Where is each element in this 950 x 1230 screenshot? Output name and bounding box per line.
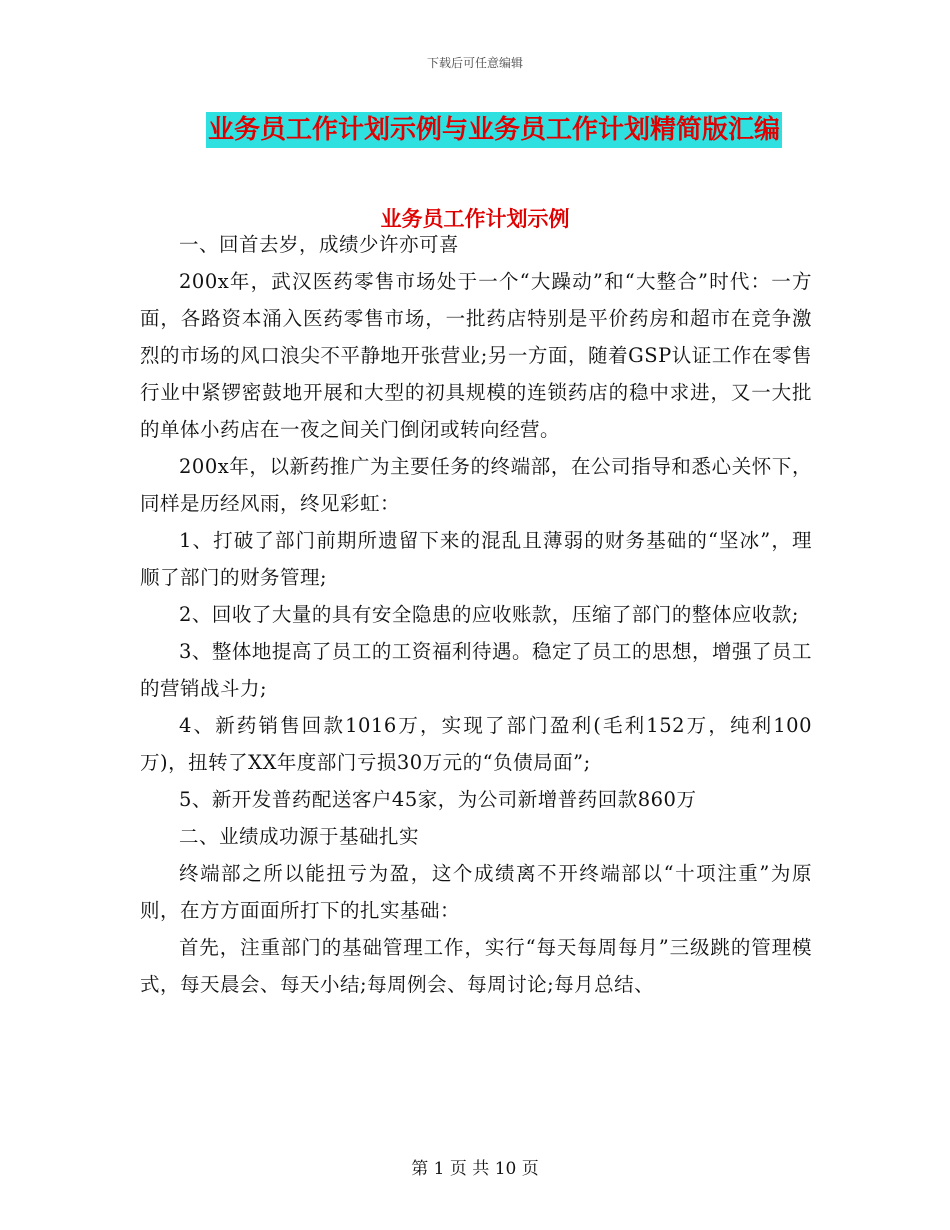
paragraph: 1、打破了部门前期所遗留下来的混乱且薄弱的财务基础的“坚冰”，理顺了部门的财务管理;: [140, 529, 812, 589]
paragraph: 终端部之所以能扭亏为盈，这个成绩离不开终端部以“十项注重”为原则，在方方面面所打下的扎实基础：: [140, 862, 812, 922]
paragraph: 4、新药销售回款1016万，实现了部门盈利(毛利152万，纯利100万)，扭转了XX年度部门亏损30万元的“负债局面”;: [140, 714, 812, 774]
page-footer: 第 1 页 共 10 页: [411, 1159, 539, 1179]
paragraph: 200x年，以新药推广为主要任务的终端部，在公司指导和悉心关怀下，同样是历经风雨，终见彩虹：: [140, 455, 812, 515]
paragraph: 3、整体地提高了员工的工资福利待遇。稳定了员工的思想，增强了员工的营销战斗力;: [140, 640, 812, 700]
paragraph: 5、新开发普药配送客户45家，为公司新增普药回款860万: [179, 788, 697, 811]
header-note: 下载后可任意编辑: [426, 56, 523, 70]
document-title: 业务员工作计划示例与业务员工作计划精简版汇编: [206, 112, 782, 148]
paragraph: 二、业绩成功源于基础扎实: [179, 825, 420, 848]
paragraph: 一、回首去岁，成绩少许亦可喜: [179, 233, 460, 256]
section-title: 业务员工作计划示例: [380, 207, 570, 231]
paragraph: 首先，注重部门的基础管理工作，实行“每天每周每月”三级跳的管理模式，每天晨会、每天小结;每周例会、每周讨论;每月总结、: [140, 936, 812, 996]
paragraph: 2、回收了大量的具有安全隐患的应收账款，压缩了部门的整体应收款;: [179, 603, 799, 626]
paragraph: 200x年，武汉医药零售市场处于一个“大躁动”和“大整合”时代：一方面，各路资本涌入医药零售市场，一批药店特别是平价药房和超市在竞争激烈的市场的风口浪尖不平静地开张营业;另一方面，随着GSP认证工作在零售行业中紧锣密鼓地开展和大型的初具规模的连锁药店的稳中求进，又一大批的单体小药店在一夜之间关门倒闭或转向经营。: [140, 270, 812, 441]
document-body: [140, 226, 812, 1003]
